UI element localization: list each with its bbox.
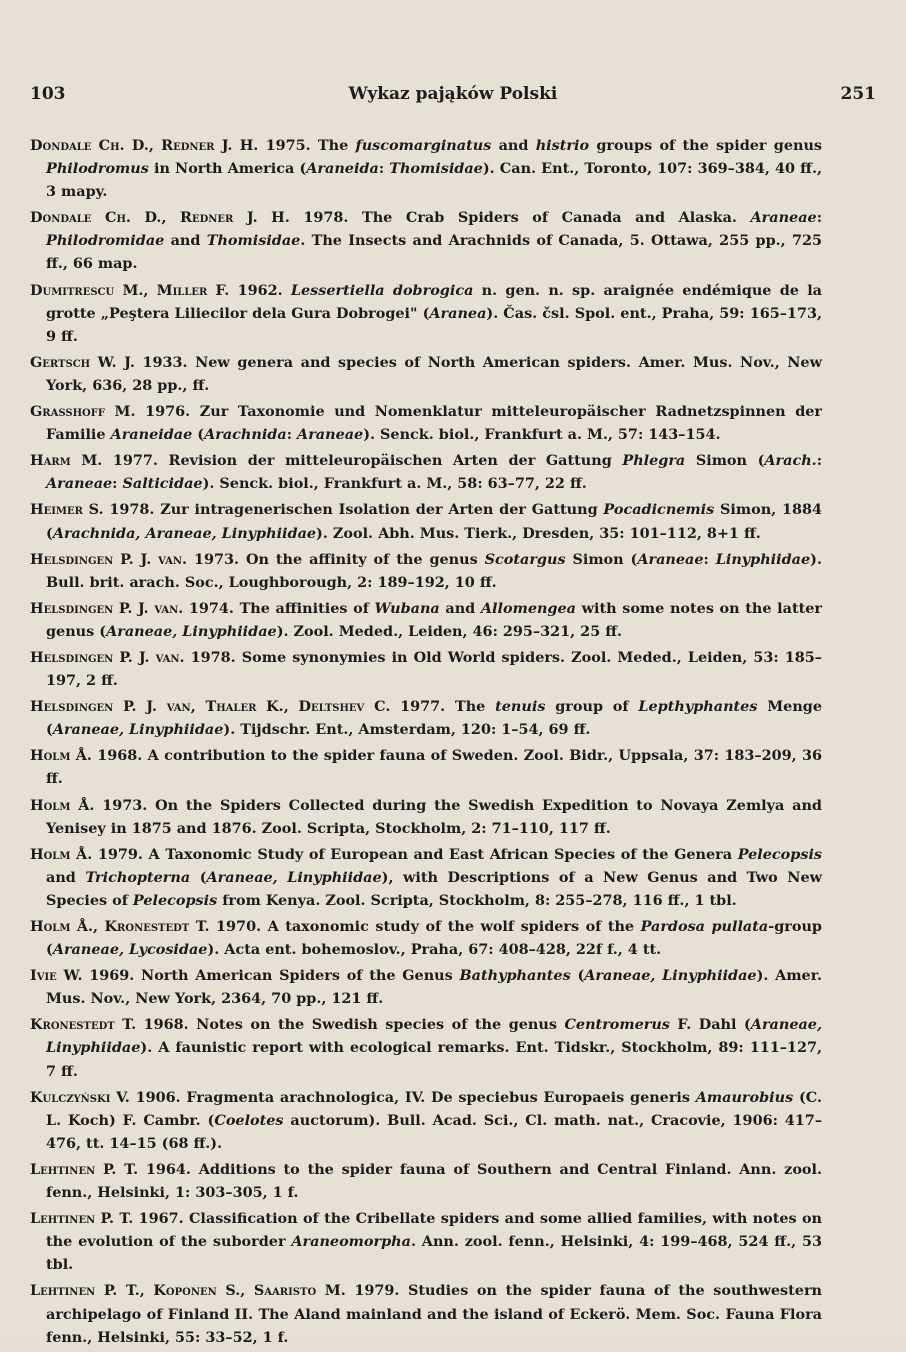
reference-italic: histrio <box>535 137 590 154</box>
reference-italic: Araneae, Linyphiidae <box>584 967 757 985</box>
reference-text: 1968. A contribution to the spider fauna of Sweden. Zool. Bidr., Uppsala, 37: 183–209, 36 ff. <box>46 747 822 788</box>
reference-entry <box>30 548 822 594</box>
reference-authors: Dondale Ch. D., Redner J. H. <box>30 209 290 227</box>
reference-text: 1964. Additions to the spider fauna of Southern and Central Finland. Ann. zool. fenn., Helsinki, 1: 303–305, 1 f. <box>46 1160 822 1202</box>
reference-text: ( <box>192 426 205 444</box>
reference-text: 1974. The affinities of <box>183 599 375 617</box>
running-title: Wykaz pająków Polski <box>348 84 558 104</box>
page-header <box>30 84 876 108</box>
reference-italic: Araneidae <box>110 426 193 444</box>
reference-text: ). Acta ent. bohemoslov., Praha, 67: 408–428, 22f f., 4 tt. <box>207 941 662 959</box>
reference-text: 1977. Revision der mitteleuropäischen Arten der Gattung <box>102 452 623 470</box>
reference-text: : <box>112 475 123 493</box>
reference-authors: Helsdingen P. J. van. <box>30 599 184 617</box>
reference-text: auctorum). Bull. Acad. Sci., Cl. math. nat., Cracovie, 1906: 417–476, tt. 14–15 (68 ff.). <box>46 1111 823 1152</box>
reference-text: ). Zool. Abh. Mus. Tierk., Dresden, 35: 101–112, 8+1 ff. <box>316 524 761 542</box>
reference-text: : <box>378 160 390 178</box>
reference-italic: Araneomorpha <box>291 1233 411 1251</box>
reference-text: 1978. Zur intragenerischen Isolation der Arten der Gattung <box>103 501 604 519</box>
reference-italic: Wubana <box>374 599 440 617</box>
reference-italic: Araneae, Linyphiidae <box>46 1016 822 1057</box>
reference-text: -group ( <box>46 918 822 959</box>
reference-italic: Scotargus <box>484 550 566 568</box>
reference-authors: Lehtinen P. T., Koponen S., Saaristo M. <box>30 1282 346 1300</box>
reference-text: 1962. <box>229 281 291 299</box>
reference-authors: Grasshoff M. <box>30 403 136 421</box>
reference-text: ). Bull. brit. arach. Soc., Loughborough, 2: 189–192, 10 ff. <box>46 550 822 591</box>
reference-text: and <box>491 137 536 154</box>
reference-entry <box>30 279 822 348</box>
reference-text: 1973. On the affinity of the genus <box>187 550 485 568</box>
reference-authors: Gertsch W. J. <box>30 353 135 371</box>
reference-italic: Pelecopsis <box>737 845 823 863</box>
reference-authors: Helsdingen P. J. van. <box>30 550 188 568</box>
reference-text: ( <box>190 868 207 886</box>
reference-text: 1975. The <box>258 137 356 154</box>
reference-text: Menge ( <box>46 698 823 739</box>
reference-entry <box>30 351 822 397</box>
reference-text: 1978. The Crab Spiders of Canada and Alaska. <box>289 209 751 227</box>
reference-entry <box>30 134 822 203</box>
reference-authors: Helsdingen P. J. van. <box>30 648 185 666</box>
reference-text: 1979. A Taxonomic Study of European and East African Species of the Genera <box>92 845 738 863</box>
reference-italic: Araneae, Lycosidae <box>52 941 208 959</box>
reference-italic: Pelecopsis <box>132 891 218 909</box>
reference-authors: Lehtinen P. T. <box>30 1210 134 1228</box>
reference-italic: Lepthyphantes <box>638 698 758 716</box>
reference-authors: Lehtinen P. T. <box>30 1160 139 1178</box>
reference-italic: Lessertiella dobrogica <box>290 281 474 299</box>
reference-list <box>30 134 822 1352</box>
reference-text: 1933. New genera and species of North American spiders. Amer. Mus. Nov., New York, 636, 28 pp., ff. <box>46 353 822 394</box>
reference-italic: Arachnida <box>204 426 287 444</box>
reference-italic: Thomisidae <box>206 232 301 250</box>
reference-italic: Amaurobius <box>695 1088 794 1106</box>
reference-italic: Philodromidae <box>46 232 165 250</box>
reference-entry <box>30 1207 822 1276</box>
reference-authors: Holm Å. <box>30 845 93 863</box>
reference-text: 1970. A taxonomic study of the wolf spiders of the <box>209 918 641 935</box>
reference-italic: Allomengea <box>480 599 576 617</box>
reference-italic: Coelotes <box>214 1111 284 1129</box>
reference-italic: Phlegra <box>622 452 686 470</box>
reference-text: ). Tijdschr. Ent., Amsterdam, 120: 1–54, 69 ff. <box>223 721 591 739</box>
reference-text: : <box>703 550 716 568</box>
reference-entry <box>30 400 822 446</box>
reference-entry <box>30 794 822 840</box>
reference-entry <box>30 206 822 275</box>
reference-text: groups of the spider genus <box>589 137 823 154</box>
reference-text: and <box>439 599 481 617</box>
reference-text: . The Insects and Arachnids of Canada, 5. Ottawa, 255 pp., 725 ff., 66 map. <box>46 232 822 273</box>
reference-italic: Salticidae <box>122 475 203 493</box>
reference-text: 1976. Zur Taxonomie und Nomenklatur mitteleuropäischer Radnetzspinnen der Familie <box>46 403 823 444</box>
reference-text: ), with Descriptions of a New Genus and Two New Species of <box>46 868 822 909</box>
reference-authors: Harm M. <box>30 452 103 470</box>
reference-authors: Helsdingen P. J. van, Thaler K., Deltshev C. <box>30 698 391 716</box>
reference-text: : <box>816 452 823 470</box>
reference-entry <box>30 964 822 1010</box>
reference-italic: Arach. <box>764 452 817 470</box>
reference-authors: Holm Å., Kronestedt T. <box>30 918 210 935</box>
reference-text: with some notes on the latter genus ( <box>46 599 822 640</box>
reference-italic: Araneae, Linyphiidae <box>52 721 224 739</box>
reference-text: : <box>816 209 822 227</box>
reference-text: 1906. Fragmenta arachnologica, IV. De speciebus Europaeis generis <box>129 1088 696 1106</box>
reference-italic: Araneae <box>750 209 817 227</box>
reference-italic: Pocadicnemis <box>603 501 715 519</box>
reference-italic: Centromerus <box>564 1016 670 1034</box>
reference-italic: Linyphiidae <box>715 550 811 568</box>
reference-text: (C. L. Koch) F. Cambr. ( <box>46 1088 822 1129</box>
reference-text: ). Senck. biol., Frankfurt a. M., 58: 63–77, 22 ff. <box>202 475 587 493</box>
reference-text: Simon, 1884 ( <box>46 501 822 542</box>
reference-text: and <box>46 868 86 886</box>
reference-text: group of <box>545 698 639 716</box>
reference-text: ). Amer. Mus. Nov., New York, 2364, 70 pp., 121 ff. <box>46 967 822 1008</box>
reference-italic: Araneida <box>306 160 379 178</box>
reference-authors: Holm Å. <box>30 747 92 765</box>
reference-authors: Holm Å. <box>30 796 95 814</box>
reference-text: 1979. Studies on the spider fauna of the southwestern archipelago of Finland II. The Aland mainland and the island of Eckerö. Mem. Soc. Fauna Flora fenn., Helsinki, 55: 33–52, 1 f. <box>46 1282 822 1346</box>
reference-entry <box>30 646 822 692</box>
reference-authors: Kronestedt T. <box>30 1016 137 1034</box>
reference-italic: Philodromus <box>46 160 149 178</box>
reference-entry <box>30 1086 822 1155</box>
reference-text: ). Can. Ent., Toronto, 107: 369–384, 40 ff., 3 mapy. <box>46 160 822 201</box>
reference-text: : <box>286 426 298 444</box>
reference-italic: fuscomarginatus <box>355 137 492 154</box>
reference-text: 1969. North American Spiders of the Genus <box>82 967 460 985</box>
reference-text: ). Senck. biol., Frankfurt a. M., 57: 143–154. <box>363 426 721 444</box>
reference-text: 1977. The <box>390 698 496 716</box>
reference-italic: Aranea <box>429 304 487 322</box>
reference-entry <box>30 843 822 912</box>
reference-italic: Araneae <box>46 475 113 493</box>
reference-entry <box>30 1158 822 1204</box>
reference-text: in North America ( <box>148 160 307 178</box>
reference-italic: Araneae, Linyphiidae <box>106 622 277 640</box>
reference-authors: Ivie W. <box>30 967 83 985</box>
reference-text: ). Čas. čsl. Spol. ent., Praha, 59: 165–173, 9 ff. <box>46 304 822 345</box>
reference-italic: Trichopterna <box>85 868 191 886</box>
reference-text: Simon ( <box>685 452 765 470</box>
reference-authors: Dondale Ch. D., Redner J. H. <box>30 137 259 154</box>
reference-italic: Araneae <box>637 550 704 568</box>
reference-text: F. Dahl ( <box>669 1016 751 1034</box>
reference-entry <box>30 597 822 643</box>
reference-entry <box>30 1013 822 1082</box>
reference-italic: Arachnida, Araneae, Linyphiidae <box>52 524 317 542</box>
reference-italic: Pardosa pullata <box>640 918 769 935</box>
page-number-right: 251 <box>840 84 876 104</box>
reference-text: and <box>164 232 207 250</box>
reference-authors: Kulczyński V. <box>30 1088 130 1106</box>
reference-text: 1978. Some synonymies in Old World spiders. Zool. Meded., Leiden, 53: 185–197, 2 ff. <box>46 648 822 690</box>
reference-entry <box>30 744 822 790</box>
reference-text: from Kenya. Zool. Scripta, Stockholm, 8: 255–278, 116 ff., 1 tbl. <box>217 891 737 909</box>
reference-text: 1967. Classification of the Cribellate spiders and some allied families, with notes on the evolution of the suborder <box>46 1210 823 1251</box>
reference-entry <box>30 449 822 495</box>
reference-text: ). A faunistic report with ecological remarks. Ent. Tidskr., Stockholm, 89: 111–127, 7 ff. <box>46 1039 822 1080</box>
reference-text: Simon ( <box>565 550 638 568</box>
reference-italic: tenuis <box>495 698 546 716</box>
reference-authors: Dumitrescu M., Miller F. <box>30 281 230 299</box>
reference-text: 1968. Notes on the Swedish species of the genus <box>136 1016 565 1034</box>
reference-italic: Araneae <box>297 426 364 444</box>
reference-text: ( <box>570 967 585 985</box>
reference-italic: Araneae, Linyphiidae <box>206 868 382 886</box>
reference-italic: Thomisidae <box>389 160 483 178</box>
reference-entry <box>30 1279 822 1348</box>
reference-text: 1973. On the Spiders Collected during the Swedish Expedition to Novaya Zemlya and Yenisey in 1875 and 1876. Zool. Scripta, Stockholm, 2: 71–110, 117 ff. <box>46 796 822 837</box>
reference-entry <box>30 498 822 544</box>
reference-entry <box>30 915 822 961</box>
reference-italic: Bathyphantes <box>459 967 571 985</box>
page-number-left: 103 <box>30 84 66 104</box>
reference-text: . Ann. zool. fenn., Helsinki, 4: 199–468, 524 ff., 53 tbl. <box>46 1233 823 1274</box>
reference-entry <box>30 695 822 741</box>
reference-authors: Heimer S. <box>30 501 104 519</box>
reference-text: n. gen. n. sp. araignée endémique de la grotte „Peştera Liliecilor dela Gura Dobrogei" ( <box>46 281 822 322</box>
reference-text: ). Zool. Meded., Leiden, 46: 295–321, 25 ff. <box>276 622 623 640</box>
